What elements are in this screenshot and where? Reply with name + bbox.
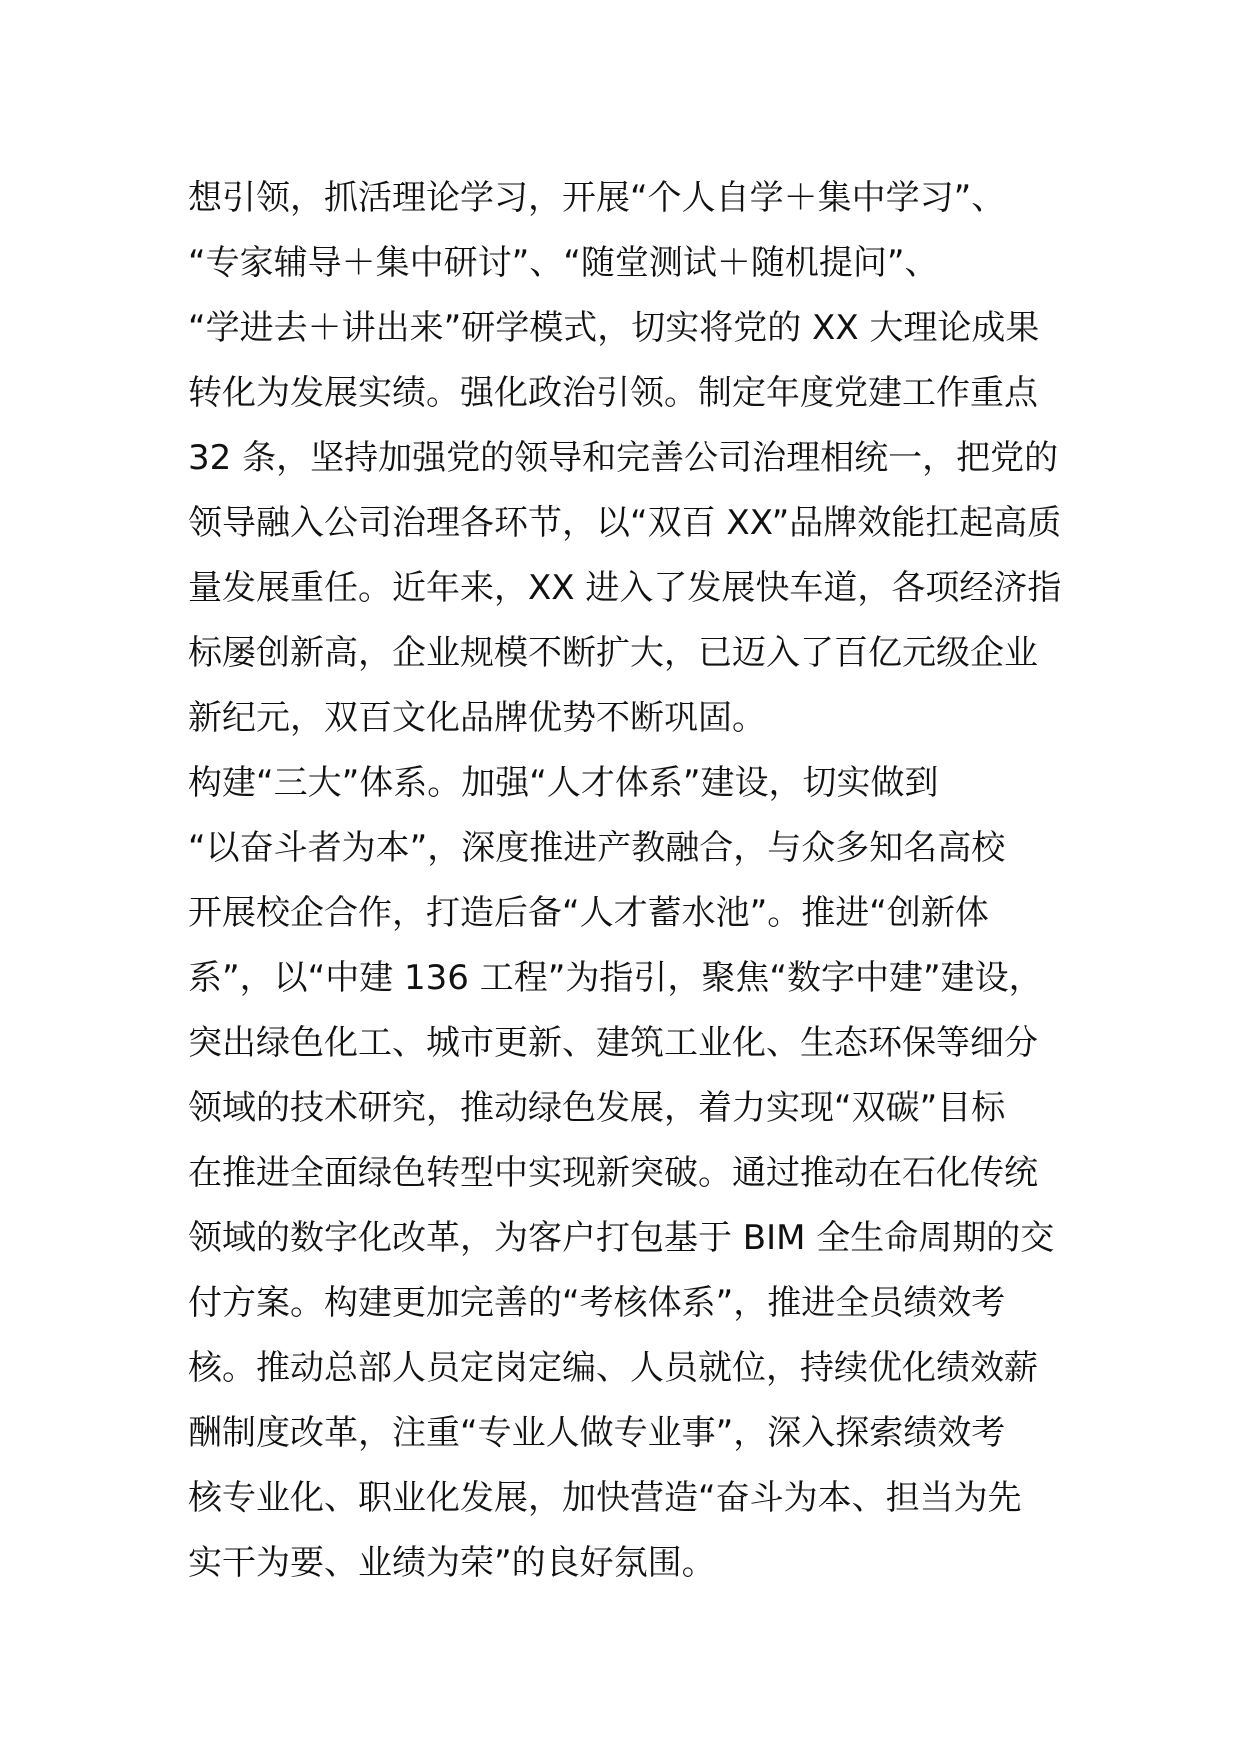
text-line: 构建“三大”体系。加强“人才体系”建设，切实做到 xyxy=(188,763,939,803)
body-text xyxy=(188,166,1088,1596)
text-line: 转化为发展实绩。强化政治引领。制定年度党建工作重点 xyxy=(188,373,1038,413)
text-line: 量发展重任。近年来，XX 进入了发展快车道，各项经济指 xyxy=(188,568,1062,608)
text-line: 新纪元，双百文化品牌优势不断巩固。 xyxy=(188,698,766,738)
text-line: 付方案。构建更加完善的“考核体系”，推进全员绩效考 xyxy=(188,1283,1006,1323)
text-line: 标屡创新高，企业规模不断扩大，已迈入了百亿元级企业 xyxy=(188,633,1038,673)
text-line: 酬制度改革，注重“专业人做专业事”，深入探索绩效考 xyxy=(188,1413,1006,1453)
text-line: 领导融入公司治理各环节，以“双百 XX”品牌效能扛起高质 xyxy=(188,503,1062,543)
text-line: 核专业化、职业化发展，加快营造“奋斗为本、担当为先 xyxy=(188,1478,1022,1518)
text-line: “以奋斗者为本”，深度推进产教融合，与众多知名高校 xyxy=(188,828,1006,868)
text-line: 实干为要、业绩为荣”的良好氛围。 xyxy=(188,1543,716,1583)
text-line: 在推进全面绿色转型中实现新突破。通过推动在石化传统 xyxy=(188,1153,1038,1193)
text-line: 领域的数字化改革，为客户打包基于 BIM 全生命周期的交 xyxy=(188,1218,1055,1258)
text-line: 突出绿色化工、城市更新、建筑工业化、生态环保等细分 xyxy=(188,1023,1038,1063)
text-line: 核。推动总部人员定岗定编、人员就位，持续优化绩效薪 xyxy=(188,1348,1038,1388)
text-line: 领域的技术研究，推动绿色发展，着力实现“双碳”目标 xyxy=(188,1088,1006,1128)
text-line: 系”，以“中建 136 工程”为指引，聚焦“数字中建”建设， xyxy=(188,958,1043,998)
text-line: “专家辅导＋集中研讨”、“随堂测试＋随机提问”、 xyxy=(188,243,939,283)
text-line: 想引领，抓活理论学习，开展“个人自学＋集中学习”、 xyxy=(188,178,1006,218)
text-line: 32 条，坚持加强党的领导和完善公司治理相统一，把党的 xyxy=(188,438,1059,478)
text-line: 开展校企合作，打造后备“人才蓄水池”。推进“创新体 xyxy=(188,893,989,933)
text-line: “学进去＋讲出来”研学模式，切实将党的 XX 大理论成果 xyxy=(188,308,1040,348)
